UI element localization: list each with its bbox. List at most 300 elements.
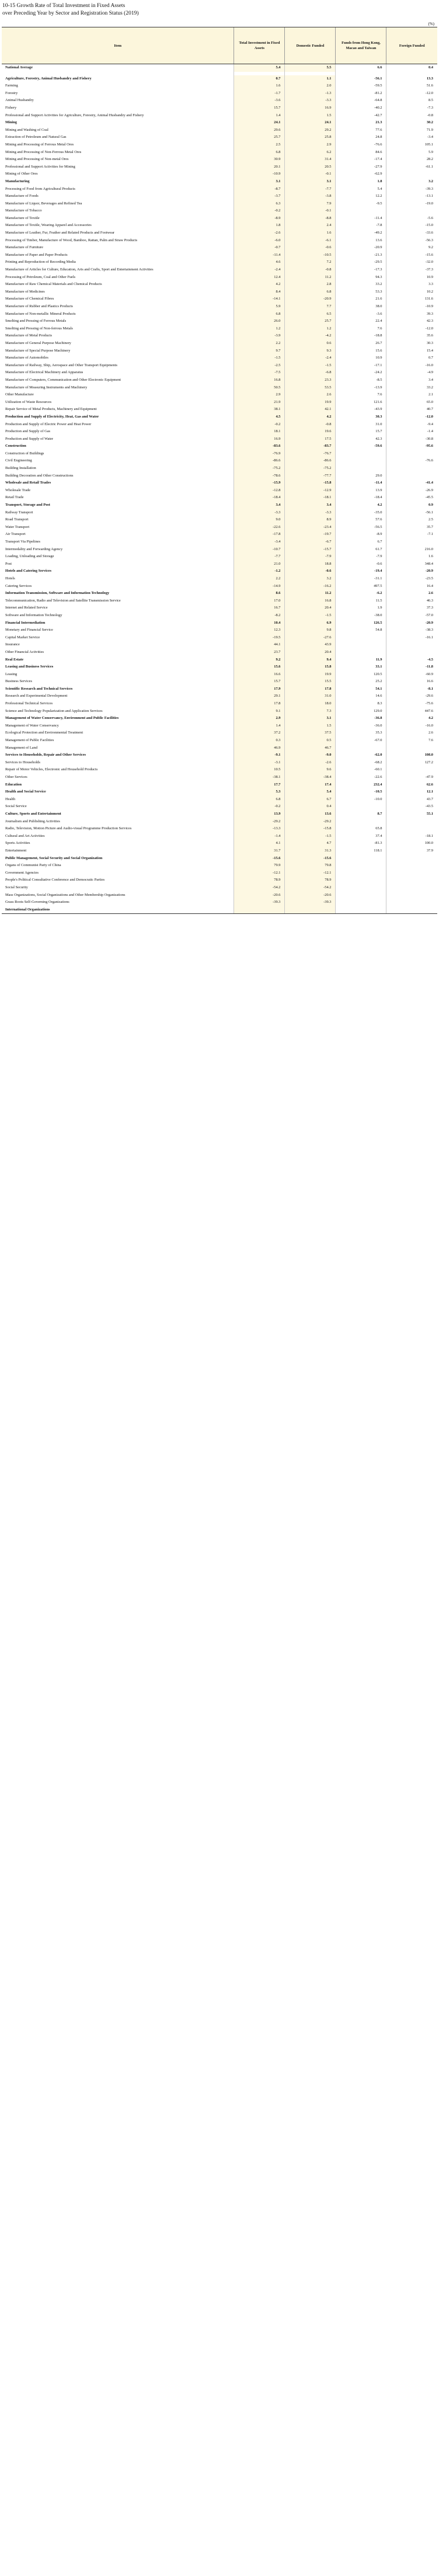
- row-item-label: Manufacturing: [2, 178, 234, 186]
- cell-total-investment: 9.2: [234, 656, 285, 664]
- cell-domestic-funded: -2.4: [285, 354, 336, 362]
- cell-total-investment: 1.8: [234, 222, 285, 230]
- cell-domestic-funded: -15.8: [285, 479, 336, 487]
- table-row: [2, 663, 437, 671]
- cell-hk-macao-taiwan-funds: -11.4: [336, 479, 386, 487]
- cell-hk-macao-taiwan-funds: 5.4: [336, 186, 386, 193]
- cell-total-investment: -11.4: [234, 252, 285, 259]
- table-row: [2, 840, 437, 847]
- cell-hk-macao-taiwan-funds: [336, 745, 386, 752]
- cell-total-investment: -2.5: [234, 362, 285, 370]
- table-row: [2, 870, 437, 877]
- cell-foreign-funded: [386, 641, 437, 649]
- cell-hk-macao-taiwan-funds: 1.9: [336, 604, 386, 612]
- cell-foreign-funded: 0.9: [386, 502, 437, 509]
- cell-domestic-funded: 53.5: [285, 384, 336, 392]
- row-item-label: Fishery: [2, 105, 234, 112]
- row-item-label: Software and Information Technology: [2, 612, 234, 620]
- row-item-label: Mining: [2, 119, 234, 127]
- cell-hk-macao-taiwan-funds: [336, 818, 386, 826]
- cell-domestic-funded: -19.7: [285, 531, 336, 538]
- row-item-label: Leasing and Business Services: [2, 663, 234, 671]
- row-item-label: Intermodality and Forwarding Agency: [2, 546, 234, 554]
- cell-total-investment: -15.6: [234, 855, 285, 863]
- cell-total-investment: -10.7: [234, 546, 285, 554]
- cell-hk-macao-taiwan-funds: 6.7: [336, 538, 386, 546]
- cell-foreign-funded: 28.2: [386, 156, 437, 164]
- cell-hk-macao-taiwan-funds: 11.9: [336, 656, 386, 664]
- row-item-label: Social Service: [2, 803, 234, 811]
- cell-domestic-funded: 19.9: [285, 671, 336, 679]
- row-item-label: Real Estate: [2, 656, 234, 664]
- cell-total-investment: 1.4: [234, 112, 285, 120]
- cell-foreign-funded: 55.1: [386, 811, 437, 818]
- cell-hk-macao-taiwan-funds: 7.6: [336, 391, 386, 399]
- cell-total-investment: 2.5: [234, 141, 285, 149]
- cell-domestic-funded: 2.4: [285, 222, 336, 230]
- cell-hk-macao-taiwan-funds: [336, 207, 386, 215]
- cell-domestic-funded: 0.5: [285, 737, 336, 745]
- cell-hk-macao-taiwan-funds: -29.5: [336, 259, 386, 266]
- cell-foreign-funded: 71.9: [386, 127, 437, 134]
- cell-domestic-funded: 1.1: [285, 75, 336, 83]
- cell-total-investment: -8.2: [234, 612, 285, 620]
- row-item-label: Manufacture of Electrical Machinery and Apparatus: [2, 369, 234, 377]
- cell-hk-macao-taiwan-funds: 61.7: [336, 546, 386, 554]
- cell-total-investment: -0.7: [234, 244, 285, 252]
- cell-hk-macao-taiwan-funds: 10.9: [336, 354, 386, 362]
- cell-domestic-funded: 20.4: [285, 604, 336, 612]
- row-item-label: People's Political Consultative Conference and Democratic Parties: [2, 877, 234, 884]
- cell-foreign-funded: 30.3: [386, 340, 437, 347]
- cell-domestic-funded: -8.8: [285, 215, 336, 223]
- cell-domestic-funded: -0.1: [285, 171, 336, 178]
- cell-hk-macao-taiwan-funds: -10.5: [336, 788, 386, 796]
- row-item-label: Mining and Processing of Non-Ferrous Metal Ores: [2, 149, 234, 157]
- table-row: [2, 311, 437, 318]
- cell-domestic-funded: 11.2: [285, 274, 336, 281]
- cell-foreign-funded: 5.9: [386, 149, 437, 157]
- cell-domestic-funded: 0.4: [285, 803, 336, 811]
- cell-domestic-funded: -3.8: [285, 193, 336, 200]
- cell-foreign-funded: [386, 870, 437, 877]
- cell-foreign-funded: -9.4: [386, 421, 437, 429]
- cell-domestic-funded: -3.3: [285, 509, 336, 517]
- row-item-label: Hotels: [2, 575, 234, 583]
- cell-total-investment: 16.6: [234, 671, 285, 679]
- cell-hk-macao-taiwan-funds: -64.8: [336, 97, 386, 105]
- cell-total-investment: 24.1: [234, 119, 285, 127]
- cell-foreign-funded: -10.9: [386, 303, 437, 311]
- row-item-label: Manufacture of Leather, Fur, Feather and Related Products and Footwear: [2, 230, 234, 237]
- cell-total-investment: 25.7: [234, 134, 285, 141]
- cell-hk-macao-taiwan-funds: -22.6: [336, 774, 386, 781]
- cell-total-investment: -8.9: [234, 215, 285, 223]
- cell-domestic-funded: 16.9: [285, 105, 336, 112]
- cell-total-investment: 12.4: [234, 274, 285, 281]
- row-item-label: Air Transport: [2, 531, 234, 538]
- cell-domestic-funded: 20.4: [285, 649, 336, 656]
- cell-total-investment: 16.9: [234, 436, 285, 443]
- cell-hk-macao-taiwan-funds: -81.2: [336, 90, 386, 98]
- cell-foreign-funded: -4.5: [386, 656, 437, 664]
- cell-domestic-funded: 1.6: [285, 230, 336, 237]
- cell-total-investment: 17.7: [234, 781, 285, 789]
- cell-foreign-funded: 131.6: [386, 296, 437, 303]
- cell-hk-macao-taiwan-funds: 26.7: [336, 340, 386, 347]
- table-row: [2, 303, 437, 311]
- table-row: [2, 222, 437, 230]
- row-item-label: Education: [2, 781, 234, 789]
- cell-foreign-funded: 42.3: [386, 318, 437, 325]
- cell-domestic-funded: -20.9: [285, 296, 336, 303]
- cell-hk-macao-taiwan-funds: [336, 641, 386, 649]
- cell-total-investment: -39.3: [234, 899, 285, 906]
- table-row: [2, 472, 437, 480]
- row-item-label: Production and Supply of Water: [2, 436, 234, 443]
- cell-foreign-funded: -56.1: [386, 509, 437, 517]
- cell-hk-macao-taiwan-funds: -13.9: [336, 384, 386, 392]
- cell-hk-macao-taiwan-funds: -62.9: [336, 171, 386, 178]
- cell-hk-macao-taiwan-funds: -6.2: [336, 590, 386, 597]
- row-item-label: Building Decoration and Other Constructions: [2, 472, 234, 480]
- row-item-label: Grass Roots Self-Governing Organizations: [2, 899, 234, 906]
- cell-hk-macao-taiwan-funds: -0.6: [336, 561, 386, 568]
- cell-foreign-funded: [386, 465, 437, 472]
- row-item-label: Internet and Related Service: [2, 604, 234, 612]
- cell-domestic-funded: -0.6: [285, 568, 336, 575]
- cell-hk-macao-taiwan-funds: 8.3: [336, 700, 386, 708]
- row-item-label: Journalism and Publishing Activities: [2, 818, 234, 826]
- table-row: [2, 215, 437, 223]
- cell-domestic-funded: -15.7: [285, 546, 336, 554]
- cell-foreign-funded: 7.6: [386, 737, 437, 745]
- cell-foreign-funded: 35.6: [386, 332, 437, 340]
- cell-hk-macao-taiwan-funds: -17.4: [336, 156, 386, 164]
- row-item-label: Manufacture of Raw Chemical Materials and Chemical Products: [2, 281, 234, 288]
- cell-hk-macao-taiwan-funds: -35.0: [336, 509, 386, 517]
- cell-foreign-funded: [386, 207, 437, 215]
- cell-hk-macao-taiwan-funds: -18.8: [336, 332, 386, 340]
- row-item-label: Sports Activities: [2, 840, 234, 847]
- table-row: [2, 590, 437, 597]
- cell-hk-macao-taiwan-funds: 22.4: [336, 318, 386, 325]
- row-item-label: Wholesale and Retail Trades: [2, 479, 234, 487]
- cell-foreign-funded: -23.5: [386, 575, 437, 583]
- cell-domestic-funded: 9.8: [285, 627, 336, 634]
- cell-total-investment: 17.8: [234, 700, 285, 708]
- cell-domestic-funded: -0.1: [285, 207, 336, 215]
- row-item-label: Manufacture of Automobiles: [2, 354, 234, 362]
- cell-domestic-funded: 6.2: [285, 149, 336, 157]
- cell-domestic-funded: 9.4: [285, 656, 336, 664]
- table-row: [2, 443, 437, 450]
- cell-foreign-funded: 37.9: [386, 847, 437, 855]
- cell-domestic-funded: 6.7: [285, 796, 336, 804]
- cell-hk-macao-taiwan-funds: [336, 649, 386, 656]
- cell-hk-macao-taiwan-funds: 8.7: [336, 811, 386, 818]
- row-item-label: Services to Households: [2, 759, 234, 767]
- cell-domestic-funded: 0.6: [285, 340, 336, 347]
- cell-total-investment: 2.2: [234, 575, 285, 583]
- table-row: [2, 700, 437, 708]
- row-item-label: Catering Services: [2, 583, 234, 590]
- cell-domestic-funded: 13.6: [285, 811, 336, 818]
- table-row: [2, 862, 437, 870]
- cell-foreign-funded: 16.4: [386, 583, 437, 590]
- table-row: [2, 597, 437, 605]
- cell-domestic-funded: -77.7: [285, 472, 336, 480]
- cell-domestic-funded: -4.2: [285, 332, 336, 340]
- row-item-label: Culture, Sports and Entertainment: [2, 811, 234, 818]
- cell-domestic-funded: -10.5: [285, 252, 336, 259]
- cell-hk-macao-taiwan-funds: 13.9: [336, 487, 386, 495]
- cell-foreign-funded: 0.4: [386, 64, 437, 72]
- cell-hk-macao-taiwan-funds: [336, 465, 386, 472]
- cell-foreign-funded: 100.0: [386, 840, 437, 847]
- cell-total-investment: 6.3: [234, 200, 285, 208]
- row-item-label: Manufacture of Metal Products: [2, 332, 234, 340]
- row-item-label: Manufacture of Railway, Ship, Aerospace and Other Transport Equipments: [2, 362, 234, 370]
- cell-total-investment: 13.9: [234, 811, 285, 818]
- row-item-label: Retail Trade: [2, 494, 234, 502]
- cell-foreign-funded: 65.0: [386, 399, 437, 406]
- cell-hk-macao-taiwan-funds: 94.3: [336, 274, 386, 281]
- cell-hk-macao-taiwan-funds: [336, 450, 386, 458]
- cell-total-investment: 8.4: [234, 288, 285, 296]
- cell-foreign-funded: 37.3: [386, 604, 437, 612]
- cell-foreign-funded: 40.7: [386, 406, 437, 413]
- cell-total-investment: -7.7: [234, 553, 285, 561]
- row-item-label: Leasing: [2, 671, 234, 679]
- row-item-label: Manufacture of Textile, Wearing Apparel and Accessories: [2, 222, 234, 230]
- cell-foreign-funded: [386, 766, 437, 774]
- cell-total-investment: -3.4: [234, 538, 285, 546]
- cell-total-investment: 0.3: [234, 737, 285, 745]
- cell-hk-macao-taiwan-funds: 7.6: [336, 325, 386, 333]
- cell-foreign-funded: -33.6: [386, 230, 437, 237]
- unit-label: (%): [428, 22, 434, 26]
- table-row: [2, 325, 437, 333]
- cell-total-investment: -3.7: [234, 193, 285, 200]
- cell-total-investment: -0.2: [234, 207, 285, 215]
- cell-foreign-funded: -76.6: [386, 457, 437, 465]
- table-row: [2, 156, 437, 164]
- cell-hk-macao-taiwan-funds: -27.9: [336, 164, 386, 171]
- cell-domestic-funded: 4.2: [285, 413, 336, 421]
- row-item-label: Research and Experimental Development: [2, 693, 234, 700]
- cell-total-investment: -17.8: [234, 531, 285, 538]
- cell-total-investment: -15.9: [234, 479, 285, 487]
- row-item-label: Road Transport: [2, 516, 234, 524]
- cell-domestic-funded: 42.1: [285, 406, 336, 413]
- table-row: [2, 252, 437, 259]
- cell-hk-macao-taiwan-funds: -24.2: [336, 369, 386, 377]
- cell-domestic-funded: -2.6: [285, 759, 336, 767]
- table-row: [2, 884, 437, 892]
- cell-domestic-funded: 17.8: [285, 686, 336, 693]
- table-row: [2, 641, 437, 649]
- cell-domestic-funded: 18.0: [285, 700, 336, 708]
- cell-domestic-funded: 3.4: [285, 502, 336, 509]
- cell-hk-macao-taiwan-funds: -56.1: [336, 75, 386, 83]
- table-row: [2, 112, 437, 120]
- table-row: [2, 200, 437, 208]
- cell-foreign-funded: 216.0: [386, 546, 437, 554]
- cell-total-investment: -13.3: [234, 825, 285, 833]
- cell-hk-macao-taiwan-funds: [336, 457, 386, 465]
- cell-foreign-funded: 348.4: [386, 561, 437, 568]
- table-row: [2, 332, 437, 340]
- yearbook-page: [0, 0, 439, 920]
- cell-foreign-funded: [386, 825, 437, 833]
- cell-hk-macao-taiwan-funds: 14.6: [336, 693, 386, 700]
- cell-total-investment: 5.3: [234, 788, 285, 796]
- table-row: [2, 561, 437, 568]
- cell-domestic-funded: -6.8: [285, 369, 336, 377]
- cell-hk-macao-taiwan-funds: 13.6: [336, 237, 386, 245]
- cell-foreign-funded: -0.8: [386, 112, 437, 120]
- cell-hk-macao-taiwan-funds: [336, 899, 386, 906]
- table-row: [2, 708, 437, 715]
- cell-hk-macao-taiwan-funds: 37.4: [336, 833, 386, 840]
- cell-domestic-funded: 5.4: [285, 788, 336, 796]
- table-row: [2, 494, 437, 502]
- cell-domestic-funded: 79.8: [285, 862, 336, 870]
- cell-domestic-funded: -3.3: [285, 97, 336, 105]
- cell-foreign-funded: -7.1: [386, 531, 437, 538]
- cell-domestic-funded: -0.6: [285, 244, 336, 252]
- row-item-label: Manufacture of Paper and Paper Products: [2, 252, 234, 259]
- cell-total-investment: -2.6: [234, 230, 285, 237]
- cell-foreign-funded: [386, 892, 437, 899]
- cell-hk-macao-taiwan-funds: 35.3: [336, 729, 386, 737]
- table-row: [2, 384, 437, 392]
- cell-hk-macao-taiwan-funds: [336, 906, 386, 914]
- table-row: [2, 612, 437, 620]
- cell-hk-macao-taiwan-funds: 84.6: [336, 149, 386, 157]
- table-row: [2, 745, 437, 752]
- row-item-label: Management of Water Conservancy, Environment and Public Facilities: [2, 715, 234, 722]
- cell-total-investment: 38.1: [234, 406, 285, 413]
- cell-hk-macao-taiwan-funds: 120.5: [336, 671, 386, 679]
- table-row: [2, 75, 437, 83]
- row-item-label: Forestry: [2, 90, 234, 98]
- cell-total-investment: -78.6: [234, 472, 285, 480]
- row-item-label: Manufacture of Chemical Fibres: [2, 296, 234, 303]
- cell-hk-macao-taiwan-funds: [336, 862, 386, 870]
- cell-foreign-funded: -12.0: [386, 413, 437, 421]
- row-item-label: Processing of Food from Agricultural Products: [2, 186, 234, 193]
- row-item-label: Repair Service of Metal Products, Machinery and Equipment: [2, 406, 234, 413]
- row-item-label: Other Manufacture: [2, 391, 234, 399]
- cell-domestic-funded: -76.7: [285, 450, 336, 458]
- cell-domestic-funded: 31.3: [285, 847, 336, 855]
- cell-total-investment: 15.7: [234, 105, 285, 112]
- cell-foreign-funded: -45.5: [386, 494, 437, 502]
- row-item-label: Ecological Protection and Environmental Treatment: [2, 729, 234, 737]
- row-item-label: Mining and Processing of Non-metal Ores: [2, 156, 234, 164]
- table-row: [2, 244, 437, 252]
- table-row: [2, 64, 437, 72]
- cell-domestic-funded: 31.0: [285, 693, 336, 700]
- row-item-label: Smelting and Pressing of Non-ferrous Metals: [2, 325, 234, 333]
- row-item-label: Farming: [2, 82, 234, 90]
- cell-foreign-funded: -43.5: [386, 803, 437, 811]
- table-row: [2, 171, 437, 178]
- cell-domestic-funded: 1.5: [285, 722, 336, 730]
- cell-hk-macao-taiwan-funds: 54.8: [336, 627, 386, 634]
- cell-hk-macao-taiwan-funds: 1.8: [336, 178, 386, 186]
- cell-foreign-funded: 4.2: [386, 715, 437, 722]
- cell-foreign-funded: [386, 877, 437, 884]
- row-item-label: Mining and Washing of Coal: [2, 127, 234, 134]
- cell-total-investment: 18.1: [234, 428, 285, 436]
- cell-total-investment: 4.5: [234, 413, 285, 421]
- cell-total-investment: 16.8: [234, 377, 285, 384]
- row-item-label: Other Financial Activities: [2, 649, 234, 656]
- table-row: [2, 421, 437, 429]
- cell-domestic-funded: -7.9: [285, 553, 336, 561]
- table-row: [2, 553, 437, 561]
- row-item-label: Agriculture, Forestry, Animal Husbandry and Fishery: [2, 75, 234, 83]
- cell-total-investment: 17.9: [234, 686, 285, 693]
- table-row: [2, 207, 437, 215]
- cell-total-investment: 50.5: [234, 384, 285, 392]
- table-row: [2, 604, 437, 612]
- cell-foreign-funded: -4.9: [386, 369, 437, 377]
- cell-hk-macao-taiwan-funds: 33.1: [336, 663, 386, 671]
- row-item-label: Transport Via Pipelines: [2, 538, 234, 546]
- row-item-label: International Organizations: [2, 906, 234, 914]
- table-row: [2, 575, 437, 583]
- cell-domestic-funded: 16.8: [285, 597, 336, 605]
- table-row: [2, 340, 437, 347]
- cell-domestic-funded: -7.7: [285, 186, 336, 193]
- header-domestic-funded: Domestic Funded: [285, 27, 336, 64]
- cell-hk-macao-taiwan-funds: 53.3: [336, 288, 386, 296]
- cell-total-investment: 2.9: [234, 391, 285, 399]
- cell-hk-macao-taiwan-funds: [336, 803, 386, 811]
- header-foreign-funded: Foreign Funded: [386, 27, 437, 64]
- cell-domestic-funded: 43.9: [285, 641, 336, 649]
- cell-domestic-funded: 19.6: [285, 428, 336, 436]
- table-row: [2, 450, 437, 458]
- cell-foreign-funded: 2.1: [386, 391, 437, 399]
- table-row: [2, 833, 437, 840]
- cell-domestic-funded: 25.8: [285, 134, 336, 141]
- table-row: [2, 620, 437, 627]
- cell-foreign-funded: -16.0: [386, 362, 437, 370]
- cell-foreign-funded: 10.2: [386, 288, 437, 296]
- row-item-label: Manufacture of Tobacco: [2, 207, 234, 215]
- cell-foreign-funded: -12.0: [386, 90, 437, 98]
- cell-domestic-funded: 2.0: [285, 82, 336, 90]
- cell-total-investment: 0.7: [234, 75, 285, 83]
- row-item-label: Printing and Reproduction of Recording Media: [2, 259, 234, 266]
- table-row: [2, 825, 437, 833]
- cell-foreign-funded: -75.6: [386, 700, 437, 708]
- header-total-investment: Total Investment in Fixed Assets: [234, 27, 285, 64]
- table-row: [2, 230, 437, 237]
- cell-hk-macao-taiwan-funds: 24.8: [336, 134, 386, 141]
- table-row: [2, 399, 437, 406]
- cell-hk-macao-taiwan-funds: 15.7: [336, 428, 386, 436]
- table-title: [0, 2, 439, 17]
- table-row: [2, 457, 437, 465]
- row-item-label: Mining and Processing of Ferrous Metal Ores: [2, 141, 234, 149]
- cell-total-investment: -54.2: [234, 884, 285, 892]
